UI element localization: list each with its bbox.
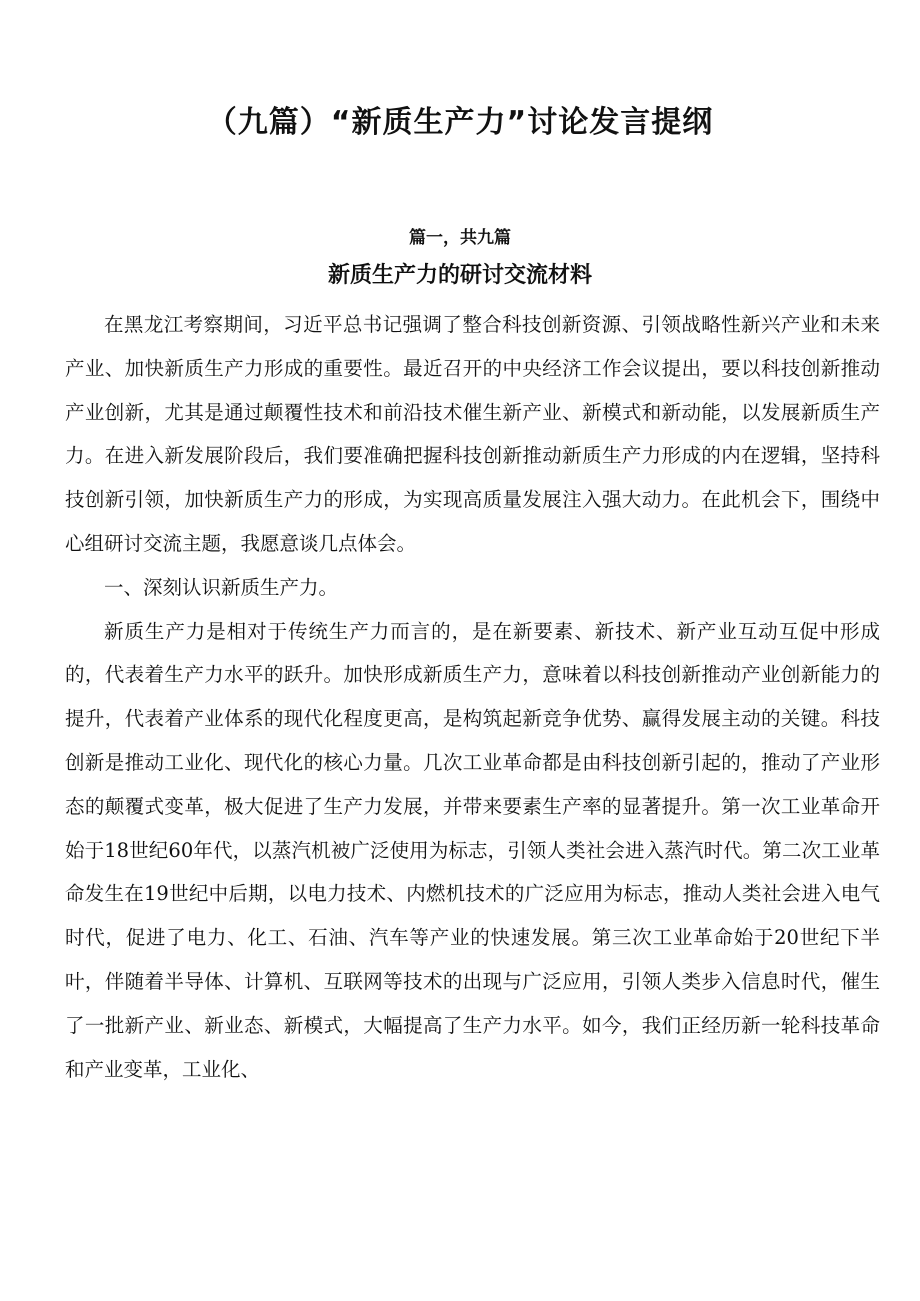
paragraph-heading-one: 一、深刻认识新质生产力。 [104,575,339,599]
section-label: 篇一，共九篇 [409,228,511,248]
document-title: （九篇）“新质生产力”讨论发言提纲 [206,105,714,140]
section-title: 新质生产力的研讨交流材料 [327,263,592,288]
paragraph-intro: 在黑龙江考察期间，习近平总书记强调了整合科技创新资源、引领战略性新兴产业和未来产业、加快新质生产力形成的重要性。最近召开的中央经济工作会议提出，要以科技创新推动产业创新，尤其是通过颠覆性技术和前沿技术催生新产业、新模式和新动能，以发展新质生产力。在进入新发展阶段后，我们要准确把握科技创新推动新质生产力形成的内在逻辑，坚持科技创新引领，加快新质生产力的形成，为实现高质量发展注入强大动力。在此机会下，围绕中心组研讨交流主题，我愿意谈几点体会。 [65,313,880,555]
document-body [65,303,880,1091]
paragraph-new-productivity: 新质生产力是相对于传统生产力而言的，是在新要素、新技术、新产业互动互促中形成的，代表着生产力水平的跃升。加快形成新质生产力，意味着以科技创新推动产业创新能力的提升，代表着产业体系的现代化程度更高，是构筑起新竞争优势、赢得发展主动的关键。科技创新是推动工业化、现代化的核心力量。几次工业革命都是由科技创新引起的，推动了产业形态的颠覆式变革，极大促进了生产力发展，并带来要素生产率的显著提升。第一次工业革命开始于18世纪60年代，以蒸汽机被广泛使用为标志，引领人类社会进入蒸汽时代。第二次工业革命发生在19世纪中后期，以电力技术、内燃机技术的广泛应用为标志，推动人类社会进入电气时代，促进了电力、化工、石油、汽车等产业的快速发展。第三次工业革命始于20世纪下半叶，伴随着半导体、计算机、互联网等技术的出现与广泛应用，引领人类步入信息时代，催生了一批新产业、新业态、新模式，大幅提高了生产力水平。如今，我们正经历新一轮科技革命和产业变革，工业化、 [65,619,880,1081]
